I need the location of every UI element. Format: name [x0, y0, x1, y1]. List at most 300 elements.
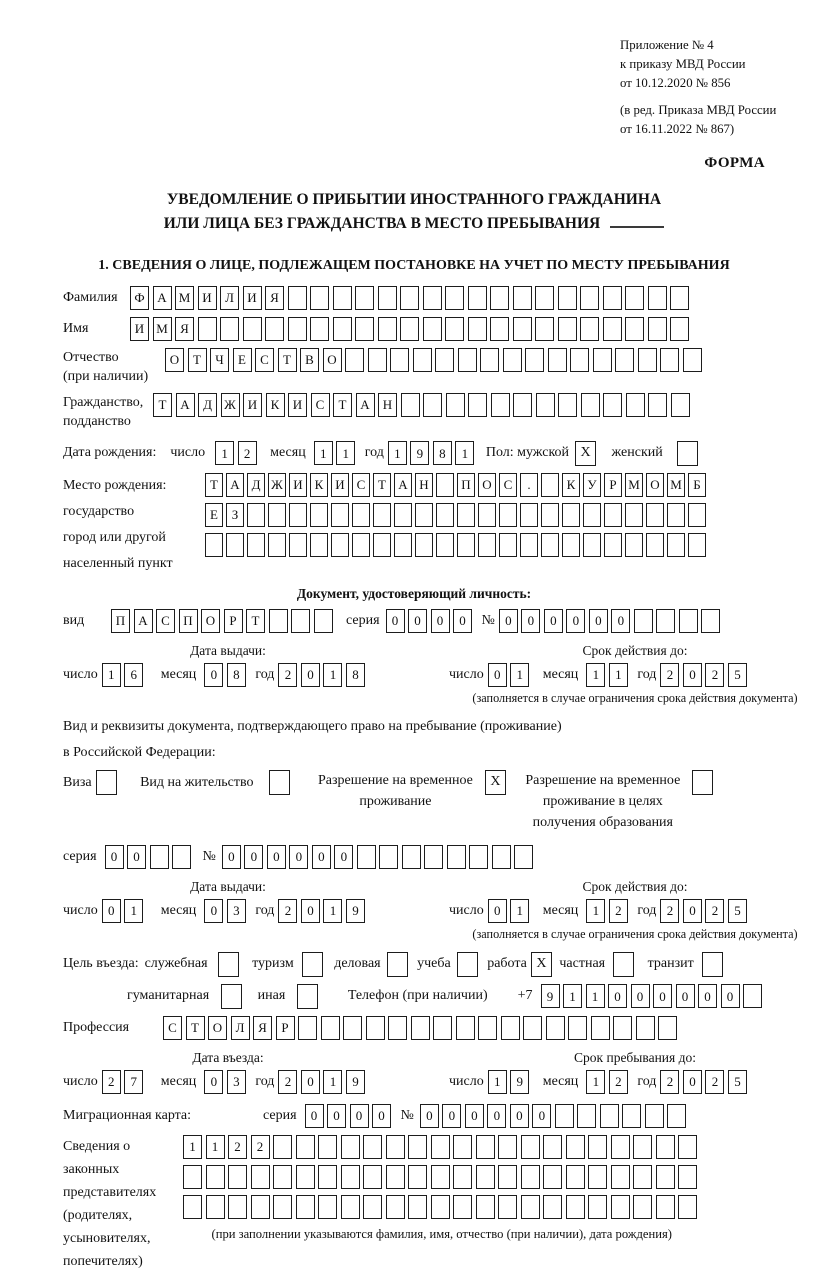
char-cell[interactable]: 1 — [314, 441, 333, 465]
char-cell[interactable] — [688, 503, 706, 527]
char-cell[interactable] — [296, 1195, 315, 1219]
char-cell[interactable] — [321, 1016, 340, 1040]
char-cell[interactable]: 0 — [431, 609, 450, 633]
char-cell[interactable] — [521, 1165, 540, 1189]
char-cell[interactable] — [656, 1165, 675, 1189]
char-cell[interactable] — [221, 984, 242, 1009]
char-cell[interactable] — [625, 286, 644, 310]
char-cell[interactable]: Ж — [221, 393, 240, 417]
char-cell[interactable] — [310, 533, 328, 557]
char-cell[interactable] — [415, 503, 433, 527]
char-cell[interactable]: Т — [333, 393, 352, 417]
char-cell[interactable]: 2 — [278, 899, 297, 923]
char-cell[interactable] — [400, 286, 419, 310]
char-cell[interactable] — [499, 533, 517, 557]
char-cell[interactable] — [352, 503, 370, 527]
char-cell[interactable]: 9 — [346, 899, 365, 923]
char-cell[interactable]: 2 — [278, 1070, 297, 1094]
char-cell[interactable]: К — [266, 393, 285, 417]
char-cell[interactable] — [670, 317, 689, 341]
char-cell[interactable] — [228, 1195, 247, 1219]
char-cell[interactable] — [436, 503, 454, 527]
char-cell[interactable] — [743, 984, 762, 1008]
char-cell[interactable]: 1 — [586, 663, 605, 687]
char-cell[interactable] — [226, 533, 244, 557]
char-cell[interactable]: 1 — [102, 663, 121, 687]
char-cell[interactable]: Б — [688, 473, 706, 497]
char-cell[interactable]: 0 — [453, 609, 472, 633]
char-cell[interactable] — [363, 1135, 382, 1159]
char-cell[interactable]: А — [134, 609, 153, 633]
char-cell[interactable] — [626, 393, 645, 417]
char-cell[interactable]: К — [310, 473, 328, 497]
char-cell[interactable]: 0 — [127, 845, 146, 869]
char-cell[interactable] — [677, 441, 698, 466]
char-cell[interactable]: 2 — [660, 899, 679, 923]
char-cell[interactable]: 0 — [653, 984, 672, 1008]
char-cell[interactable]: 0 — [372, 1104, 391, 1128]
char-cell[interactable]: 0 — [589, 609, 608, 633]
char-cell[interactable] — [613, 1016, 632, 1040]
char-cell[interactable] — [476, 1165, 495, 1189]
char-cell[interactable] — [456, 1016, 475, 1040]
char-cell[interactable]: 1 — [336, 441, 355, 465]
char-cell[interactable]: О — [478, 473, 496, 497]
char-cell[interactable] — [457, 503, 475, 527]
char-cell[interactable] — [498, 1165, 517, 1189]
char-cell[interactable]: 0 — [488, 663, 507, 687]
char-cell[interactable]: 2 — [228, 1135, 247, 1159]
char-cell[interactable] — [331, 533, 349, 557]
char-cell[interactable] — [633, 1165, 652, 1189]
char-cell[interactable]: П — [111, 609, 130, 633]
char-cell[interactable] — [683, 348, 702, 372]
char-cell[interactable] — [206, 1195, 225, 1219]
char-cell[interactable]: 2 — [660, 663, 679, 687]
char-cell[interactable] — [400, 317, 419, 341]
char-cell[interactable]: 0 — [420, 1104, 439, 1128]
char-cell[interactable] — [368, 348, 387, 372]
char-cell[interactable]: Д — [247, 473, 265, 497]
char-cell[interactable]: 2 — [278, 663, 297, 687]
char-cell[interactable] — [228, 1165, 247, 1189]
char-cell[interactable] — [658, 1016, 677, 1040]
char-cell[interactable]: 0 — [510, 1104, 529, 1128]
char-cell[interactable]: 0 — [334, 845, 353, 869]
title-blank-line[interactable] — [610, 213, 664, 228]
char-cell[interactable] — [431, 1195, 450, 1219]
char-cell[interactable] — [566, 1165, 585, 1189]
char-cell[interactable] — [648, 317, 667, 341]
char-cell[interactable] — [343, 1016, 362, 1040]
char-cell[interactable] — [688, 533, 706, 557]
char-cell[interactable]: 1 — [323, 899, 342, 923]
char-cell[interactable]: И — [288, 393, 307, 417]
char-cell[interactable]: X — [575, 441, 596, 466]
char-cell[interactable] — [423, 286, 442, 310]
char-cell[interactable] — [341, 1195, 360, 1219]
char-cell[interactable]: 0 — [608, 984, 627, 1008]
char-cell[interactable]: 9 — [510, 1070, 529, 1094]
char-cell[interactable]: Р — [224, 609, 243, 633]
char-cell[interactable] — [615, 348, 634, 372]
char-cell[interactable] — [289, 533, 307, 557]
char-cell[interactable]: 2 — [609, 1070, 628, 1094]
char-cell[interactable] — [205, 533, 223, 557]
char-cell[interactable]: X — [531, 952, 552, 977]
char-cell[interactable] — [566, 1195, 585, 1219]
char-cell[interactable] — [265, 317, 284, 341]
char-cell[interactable]: С — [311, 393, 330, 417]
char-cell[interactable] — [555, 1104, 574, 1128]
char-cell[interactable] — [288, 317, 307, 341]
char-cell[interactable] — [648, 286, 667, 310]
char-cell[interactable]: 0 — [204, 1070, 223, 1094]
char-cell[interactable]: 0 — [521, 609, 540, 633]
char-cell[interactable]: 0 — [305, 1104, 324, 1128]
char-cell[interactable] — [243, 317, 262, 341]
char-cell[interactable]: С — [156, 609, 175, 633]
char-cell[interactable] — [345, 348, 364, 372]
char-cell[interactable] — [415, 533, 433, 557]
char-cell[interactable]: М — [625, 473, 643, 497]
char-cell[interactable]: 0 — [301, 1070, 320, 1094]
char-cell[interactable]: О — [201, 609, 220, 633]
char-cell[interactable] — [521, 1195, 540, 1219]
char-cell[interactable]: А — [176, 393, 195, 417]
char-cell[interactable] — [498, 1195, 517, 1219]
char-cell[interactable]: 1 — [215, 441, 234, 465]
char-cell[interactable]: С — [255, 348, 274, 372]
char-cell[interactable]: Я — [175, 317, 194, 341]
char-cell[interactable]: 0 — [408, 609, 427, 633]
char-cell[interactable] — [386, 1195, 405, 1219]
char-cell[interactable]: 0 — [301, 663, 320, 687]
char-cell[interactable] — [656, 1195, 675, 1219]
char-cell[interactable]: 0 — [683, 1070, 702, 1094]
char-cell[interactable]: А — [226, 473, 244, 497]
char-cell[interactable]: 8 — [433, 441, 452, 465]
char-cell[interactable]: 0 — [105, 845, 124, 869]
char-cell[interactable] — [363, 1195, 382, 1219]
char-cell[interactable] — [583, 533, 601, 557]
char-cell[interactable] — [273, 1195, 292, 1219]
char-cell[interactable]: 1 — [206, 1135, 225, 1159]
char-cell[interactable]: 1 — [609, 663, 628, 687]
char-cell[interactable]: Р — [276, 1016, 295, 1040]
char-cell[interactable]: С — [499, 473, 517, 497]
char-cell[interactable] — [436, 473, 454, 497]
char-cell[interactable] — [490, 317, 509, 341]
char-cell[interactable] — [457, 952, 478, 977]
char-cell[interactable] — [436, 533, 454, 557]
char-cell[interactable]: 1 — [323, 1070, 342, 1094]
char-cell[interactable] — [269, 609, 288, 633]
char-cell[interactable] — [543, 1195, 562, 1219]
char-cell[interactable]: Т — [205, 473, 223, 497]
char-cell[interactable] — [636, 1016, 655, 1040]
char-cell[interactable] — [446, 393, 465, 417]
char-cell[interactable] — [568, 1016, 587, 1040]
char-cell[interactable] — [150, 845, 169, 869]
char-cell[interactable]: 0 — [698, 984, 717, 1008]
char-cell[interactable]: 0 — [301, 899, 320, 923]
char-cell[interactable]: Д — [198, 393, 217, 417]
char-cell[interactable] — [583, 503, 601, 527]
char-cell[interactable] — [355, 286, 374, 310]
char-cell[interactable] — [604, 503, 622, 527]
char-cell[interactable] — [633, 1195, 652, 1219]
char-cell[interactable] — [289, 503, 307, 527]
char-cell[interactable] — [546, 1016, 565, 1040]
char-cell[interactable]: 1 — [510, 899, 529, 923]
char-cell[interactable] — [541, 473, 559, 497]
char-cell[interactable] — [413, 348, 432, 372]
char-cell[interactable] — [373, 503, 391, 527]
char-cell[interactable]: И — [130, 317, 149, 341]
char-cell[interactable] — [580, 317, 599, 341]
char-cell[interactable] — [341, 1135, 360, 1159]
char-cell[interactable]: О — [208, 1016, 227, 1040]
char-cell[interactable] — [611, 1165, 630, 1189]
char-cell[interactable]: 3 — [227, 899, 246, 923]
char-cell[interactable]: . — [520, 473, 538, 497]
char-cell[interactable] — [480, 348, 499, 372]
char-cell[interactable] — [478, 1016, 497, 1040]
char-cell[interactable] — [604, 533, 622, 557]
char-cell[interactable] — [562, 533, 580, 557]
char-cell[interactable] — [333, 286, 352, 310]
char-cell[interactable] — [692, 770, 713, 795]
char-cell[interactable]: П — [179, 609, 198, 633]
char-cell[interactable]: У — [583, 473, 601, 497]
char-cell[interactable] — [297, 984, 318, 1009]
char-cell[interactable] — [445, 286, 464, 310]
char-cell[interactable] — [476, 1135, 495, 1159]
char-cell[interactable]: 0 — [289, 845, 308, 869]
char-cell[interactable] — [318, 1165, 337, 1189]
char-cell[interactable]: 0 — [465, 1104, 484, 1128]
char-cell[interactable] — [401, 393, 420, 417]
char-cell[interactable] — [408, 1165, 427, 1189]
char-cell[interactable] — [581, 393, 600, 417]
char-cell[interactable]: 0 — [611, 609, 630, 633]
char-cell[interactable] — [394, 533, 412, 557]
char-cell[interactable] — [318, 1195, 337, 1219]
char-cell[interactable] — [671, 393, 690, 417]
char-cell[interactable] — [591, 1016, 610, 1040]
char-cell[interactable] — [366, 1016, 385, 1040]
char-cell[interactable]: Т — [188, 348, 207, 372]
char-cell[interactable]: 0 — [102, 899, 121, 923]
char-cell[interactable] — [247, 503, 265, 527]
char-cell[interactable]: Я — [253, 1016, 272, 1040]
char-cell[interactable] — [667, 503, 685, 527]
char-cell[interactable] — [247, 533, 265, 557]
char-cell[interactable] — [268, 533, 286, 557]
char-cell[interactable] — [622, 1104, 641, 1128]
char-cell[interactable] — [183, 1195, 202, 1219]
char-cell[interactable] — [183, 1165, 202, 1189]
char-cell[interactable]: 5 — [728, 663, 747, 687]
char-cell[interactable] — [491, 393, 510, 417]
char-cell[interactable] — [352, 533, 370, 557]
char-cell[interactable]: Т — [246, 609, 265, 633]
char-cell[interactable]: М — [153, 317, 172, 341]
char-cell[interactable] — [458, 348, 477, 372]
char-cell[interactable] — [535, 317, 554, 341]
char-cell[interactable] — [638, 348, 657, 372]
char-cell[interactable] — [611, 1135, 630, 1159]
char-cell[interactable] — [378, 317, 397, 341]
char-cell[interactable]: Ж — [268, 473, 286, 497]
char-cell[interactable] — [453, 1135, 472, 1159]
char-cell[interactable] — [402, 845, 421, 869]
char-cell[interactable] — [701, 609, 720, 633]
char-cell[interactable] — [172, 845, 191, 869]
char-cell[interactable]: И — [289, 473, 307, 497]
char-cell[interactable] — [96, 770, 117, 795]
char-cell[interactable] — [423, 393, 442, 417]
char-cell[interactable] — [541, 503, 559, 527]
char-cell[interactable] — [476, 1195, 495, 1219]
char-cell[interactable] — [296, 1165, 315, 1189]
char-cell[interactable] — [525, 348, 544, 372]
char-cell[interactable]: 3 — [227, 1070, 246, 1094]
char-cell[interactable]: 0 — [327, 1104, 346, 1128]
char-cell[interactable] — [670, 286, 689, 310]
char-cell[interactable] — [645, 1104, 664, 1128]
char-cell[interactable]: 1 — [388, 441, 407, 465]
char-cell[interactable]: 5 — [728, 899, 747, 923]
char-cell[interactable] — [220, 317, 239, 341]
char-cell[interactable]: 0 — [487, 1104, 506, 1128]
char-cell[interactable] — [543, 1135, 562, 1159]
char-cell[interactable] — [678, 1165, 697, 1189]
char-cell[interactable]: 0 — [222, 845, 241, 869]
char-cell[interactable] — [633, 1135, 652, 1159]
char-cell[interactable]: И — [243, 286, 262, 310]
char-cell[interactable] — [611, 1195, 630, 1219]
char-cell[interactable]: 0 — [544, 609, 563, 633]
char-cell[interactable] — [536, 393, 555, 417]
char-cell[interactable]: 9 — [541, 984, 560, 1008]
char-cell[interactable] — [562, 503, 580, 527]
char-cell[interactable]: Н — [378, 393, 397, 417]
char-cell[interactable] — [273, 1135, 292, 1159]
char-cell[interactable]: 0 — [350, 1104, 369, 1128]
char-cell[interactable]: 0 — [683, 663, 702, 687]
char-cell[interactable] — [251, 1165, 270, 1189]
char-cell[interactable] — [318, 1135, 337, 1159]
char-cell[interactable] — [603, 393, 622, 417]
char-cell[interactable]: Т — [373, 473, 391, 497]
char-cell[interactable]: 8 — [227, 663, 246, 687]
char-cell[interactable] — [447, 845, 466, 869]
char-cell[interactable]: 1 — [323, 663, 342, 687]
char-cell[interactable] — [386, 1135, 405, 1159]
char-cell[interactable] — [355, 317, 374, 341]
char-cell[interactable] — [499, 503, 517, 527]
char-cell[interactable] — [625, 503, 643, 527]
char-cell[interactable] — [198, 317, 217, 341]
char-cell[interactable]: 5 — [728, 1070, 747, 1094]
char-cell[interactable]: О — [165, 348, 184, 372]
char-cell[interactable]: И — [331, 473, 349, 497]
char-cell[interactable] — [634, 609, 653, 633]
char-cell[interactable] — [453, 1165, 472, 1189]
char-cell[interactable] — [423, 317, 442, 341]
char-cell[interactable]: X — [485, 770, 506, 795]
char-cell[interactable]: Л — [220, 286, 239, 310]
char-cell[interactable] — [501, 1016, 520, 1040]
char-cell[interactable]: 7 — [124, 1070, 143, 1094]
char-cell[interactable]: 0 — [499, 609, 518, 633]
char-cell[interactable] — [291, 609, 310, 633]
char-cell[interactable]: 0 — [721, 984, 740, 1008]
char-cell[interactable] — [558, 286, 577, 310]
char-cell[interactable] — [424, 845, 443, 869]
char-cell[interactable] — [468, 393, 487, 417]
char-cell[interactable] — [445, 317, 464, 341]
char-cell[interactable] — [678, 1195, 697, 1219]
char-cell[interactable]: Р — [604, 473, 622, 497]
char-cell[interactable]: 1 — [586, 899, 605, 923]
char-cell[interactable] — [679, 609, 698, 633]
char-cell[interactable] — [588, 1135, 607, 1159]
char-cell[interactable] — [373, 533, 391, 557]
char-cell[interactable]: С — [163, 1016, 182, 1040]
char-cell[interactable] — [541, 533, 559, 557]
char-cell[interactable] — [646, 533, 664, 557]
char-cell[interactable] — [431, 1165, 450, 1189]
char-cell[interactable] — [513, 393, 532, 417]
char-cell[interactable] — [588, 1165, 607, 1189]
char-cell[interactable]: 0 — [442, 1104, 461, 1128]
char-cell[interactable] — [523, 1016, 542, 1040]
char-cell[interactable] — [331, 503, 349, 527]
char-cell[interactable] — [310, 317, 329, 341]
char-cell[interactable] — [378, 286, 397, 310]
char-cell[interactable] — [388, 1016, 407, 1040]
char-cell[interactable] — [566, 1135, 585, 1159]
char-cell[interactable]: И — [198, 286, 217, 310]
char-cell[interactable]: 8 — [346, 663, 365, 687]
char-cell[interactable]: 2 — [705, 899, 724, 923]
char-cell[interactable]: П — [457, 473, 475, 497]
char-cell[interactable] — [363, 1165, 382, 1189]
char-cell[interactable]: 1 — [586, 984, 605, 1008]
char-cell[interactable] — [558, 317, 577, 341]
char-cell[interactable] — [625, 317, 644, 341]
char-cell[interactable] — [646, 503, 664, 527]
char-cell[interactable]: М — [667, 473, 685, 497]
char-cell[interactable]: С — [352, 473, 370, 497]
char-cell[interactable] — [433, 1016, 452, 1040]
char-cell[interactable]: Т — [278, 348, 297, 372]
char-cell[interactable] — [543, 1165, 562, 1189]
char-cell[interactable]: 1 — [183, 1135, 202, 1159]
char-cell[interactable] — [314, 609, 333, 633]
char-cell[interactable] — [478, 533, 496, 557]
char-cell[interactable]: 2 — [238, 441, 257, 465]
char-cell[interactable] — [656, 609, 675, 633]
char-cell[interactable]: 0 — [631, 984, 650, 1008]
char-cell[interactable] — [514, 845, 533, 869]
char-cell[interactable] — [408, 1135, 427, 1159]
char-cell[interactable]: 2 — [660, 1070, 679, 1094]
char-cell[interactable]: 2 — [102, 1070, 121, 1094]
